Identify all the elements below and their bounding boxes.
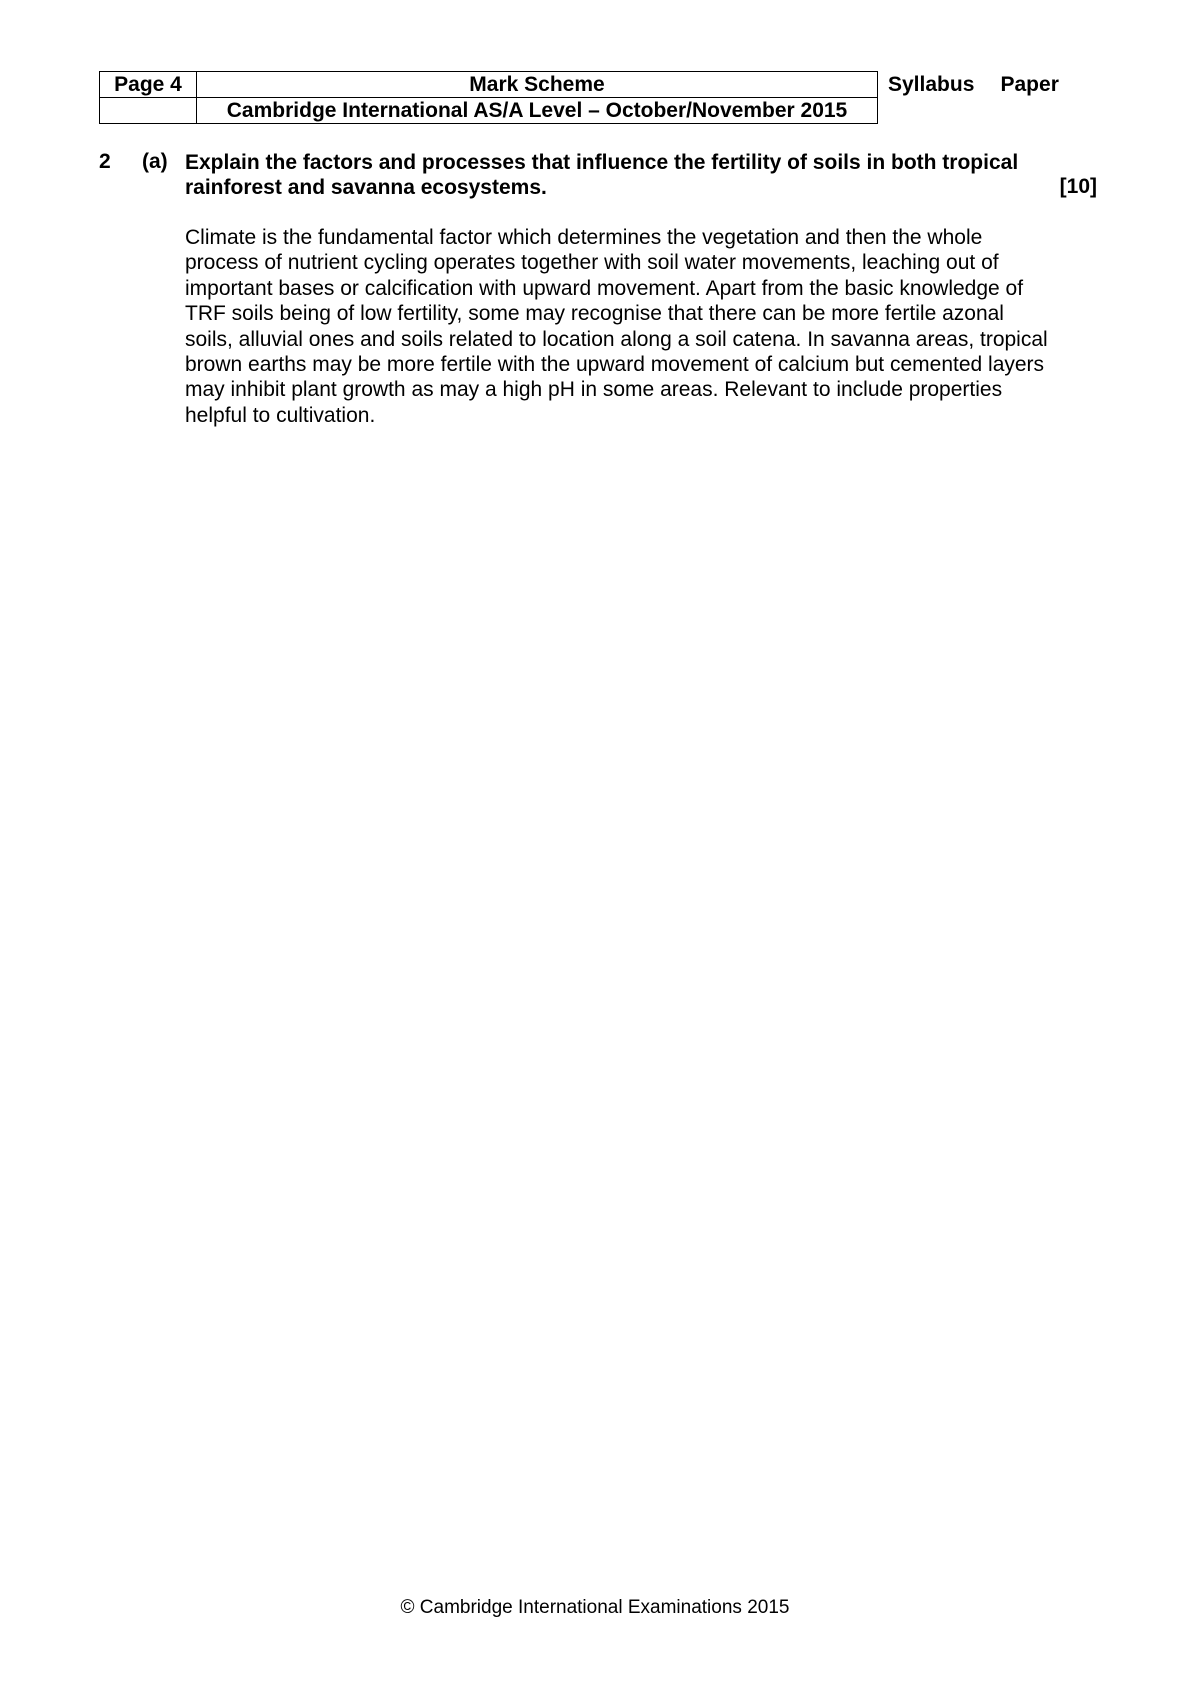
- syllabus-label: Syllabus: [888, 72, 975, 96]
- page-label: Page 4: [100, 72, 197, 98]
- question-part: (a): [142, 150, 168, 173]
- footer-copyright: © Cambridge International Examinations 2015: [400, 1597, 790, 1618]
- blank-cell: [878, 98, 993, 124]
- question-marks: [10]: [1059, 175, 1097, 198]
- blank-cell: [993, 98, 1075, 124]
- mark-scheme-label: Mark Scheme: [197, 72, 878, 98]
- header-row-top: [100, 72, 1075, 98]
- question-number: 2: [99, 150, 111, 173]
- header-subtitle: Cambridge International AS/A Level – October/November 2015: [197, 98, 878, 124]
- empty-cell: [100, 98, 197, 124]
- header-row-bottom: [100, 98, 1075, 124]
- paper-label: Paper: [1000, 72, 1059, 96]
- answer-text: Climate is the fundamental factor which determines the vegetation and then the whole process of nutrient cycling operates together with soil water movements, leaching out of important bases or calcification with upward movement. Apart from the basic knowledge of TRF soils being of low fertility, some may recognise that there can be more fertile azonal soils, alluvial ones and soils related to location along a soil catena. In savanna areas, tropical brown earths may be more fertile with the upward movement of calcium but cemented layers may inhibit plant growth as may a high pH in some areas. Relevant to include properties helpful to cultivation.: [185, 226, 1048, 427]
- header-table: [99, 71, 1075, 124]
- question-text: Explain the factors and processes that influence the fertility of soils in both tropical rainforest and savanna ecosystems.: [185, 151, 1019, 199]
